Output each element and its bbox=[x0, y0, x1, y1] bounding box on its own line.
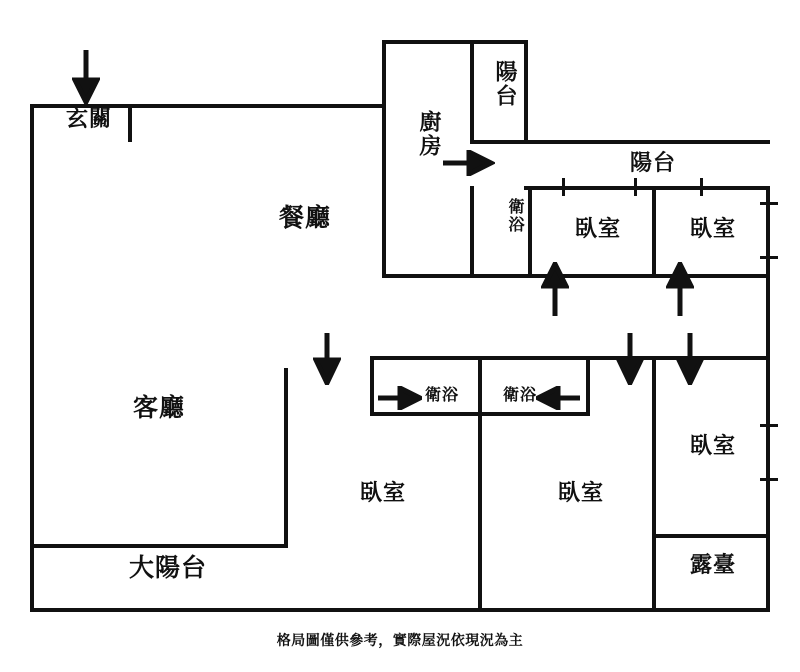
arrow-bedroom-2-icon bbox=[666, 262, 694, 316]
wall-outer-left bbox=[30, 104, 34, 612]
arrow-bath-left-icon bbox=[378, 386, 422, 410]
wall-balcony-sm-left bbox=[470, 40, 474, 144]
arrow-bedroom-1-icon bbox=[541, 262, 569, 316]
wall-upper-horizontal bbox=[470, 140, 770, 144]
window-tick-7 bbox=[760, 478, 778, 481]
wall-bedroom5-bottom bbox=[652, 534, 770, 538]
window-tick-2 bbox=[634, 178, 637, 196]
room-label-kitchen: 廚房 bbox=[416, 110, 441, 158]
wall-bedroom12-split bbox=[652, 186, 656, 278]
window-tick-3 bbox=[700, 178, 703, 196]
arrow-entrance-icon bbox=[72, 50, 100, 106]
arrow-kitchen-icon bbox=[443, 150, 495, 176]
wall-outer-bottom bbox=[30, 608, 770, 612]
wall-baths-split bbox=[478, 356, 482, 416]
window-tick-1 bbox=[562, 178, 565, 196]
room-label-bedroom-3: 臥室 bbox=[359, 481, 406, 506]
room-label-balcony-top: 陽台 bbox=[629, 151, 676, 176]
window-tick-5 bbox=[760, 256, 778, 259]
window-tick-4 bbox=[760, 202, 778, 205]
wall-bath-top-right bbox=[528, 186, 532, 278]
wall-outer-right bbox=[766, 186, 770, 612]
room-label-terrace: 露臺 bbox=[689, 553, 736, 578]
room-label-bedroom-2: 臥室 bbox=[689, 217, 736, 242]
room-label-entrance: 玄關 bbox=[65, 107, 112, 132]
wall-baths-right bbox=[586, 356, 590, 416]
wall-balcony-top-base bbox=[524, 186, 770, 190]
wall-bedroom3-left bbox=[370, 356, 374, 412]
room-label-living: 客廳 bbox=[132, 393, 185, 422]
room-label-dining: 餐廳 bbox=[278, 203, 331, 232]
wall-balcony-sm-right bbox=[524, 40, 528, 144]
wall-kitchen-bottom bbox=[382, 274, 528, 278]
wall-mid-horizontal bbox=[370, 356, 656, 360]
wall-bedroom34-split bbox=[478, 416, 482, 608]
wall-kitchen-top bbox=[382, 40, 528, 44]
arrow-bedroom-3-icon bbox=[313, 333, 341, 385]
wall-bedroom4-right bbox=[652, 356, 656, 608]
room-label-balcony-big: 大陽台 bbox=[128, 553, 207, 582]
wall-entrance-right bbox=[128, 104, 132, 142]
arrow-bedroom-5-icon bbox=[676, 333, 704, 385]
wall-living-right bbox=[284, 368, 288, 548]
room-label-bath-mid-1: 衛浴 bbox=[424, 385, 459, 404]
arrow-bedroom-4-icon bbox=[616, 333, 644, 385]
room-label-bedroom-4: 臥室 bbox=[557, 481, 604, 506]
diagram-caption: 格局圖僅供參考，實際屋況依現況為主 bbox=[276, 633, 524, 649]
room-label-bath-mid-2: 衛浴 bbox=[502, 385, 537, 404]
arrow-bath-right-icon bbox=[536, 386, 580, 410]
room-label-balcony-small: 陽台 bbox=[492, 60, 517, 108]
room-label-bedroom-5: 臥室 bbox=[689, 434, 736, 459]
wall-kitchen-left bbox=[382, 40, 386, 278]
room-label-bath-top: 衛浴 bbox=[506, 198, 525, 234]
wall-bath-top-left bbox=[470, 186, 474, 278]
wall-bedroom5-top bbox=[652, 356, 770, 360]
room-label-bedroom-1: 臥室 bbox=[574, 217, 621, 242]
window-tick-6 bbox=[760, 424, 778, 427]
wall-balcony-big-top bbox=[30, 544, 288, 548]
